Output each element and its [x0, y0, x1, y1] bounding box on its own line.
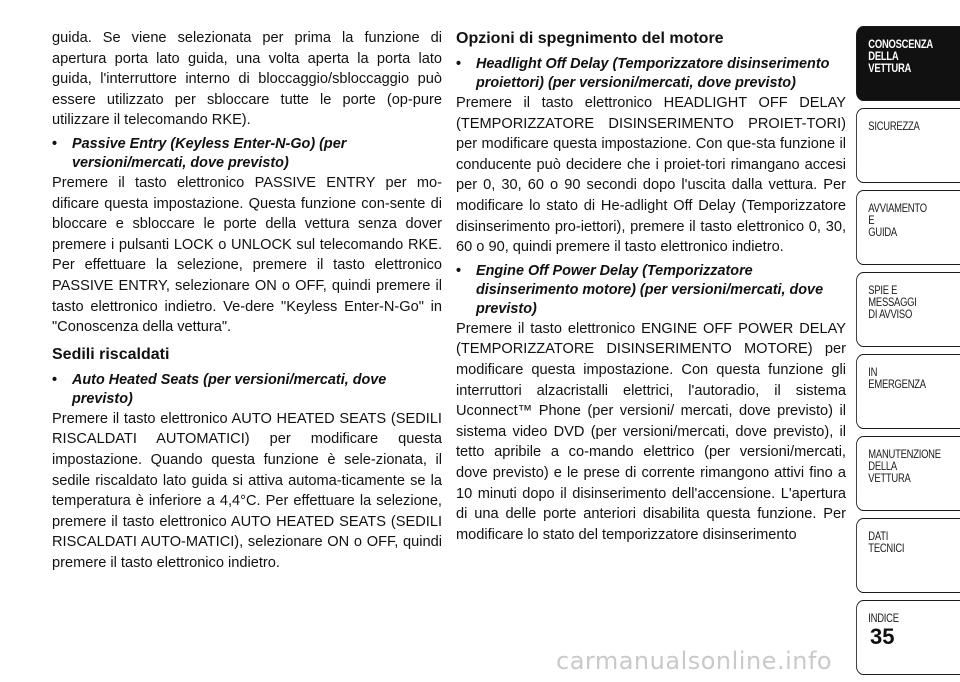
section-tabs — [856, 26, 960, 682]
tab-manutenzione-della-vettura[interactable] — [856, 436, 960, 511]
auto-heated-seats-text: Premere il tasto elettronico AUTO HEATED SEATS (SEDILI RISCALDATI AUTOMATICI) per modificare questa impostazione. Quando questa funzione è sele-zionata, il sedile riscaldato lato guida si attiva automa-ticamente se la temperatura è inferiore a 4,4°C. Per effettuare la selezione, premere il tasto elettronico AUTO HEATED SEATS (SEDILI RISCALDATI AUTO-MATICI), selezionare ON o OFF, quindi premere il tasto elettronico indietro. — [52, 410, 442, 571]
tab-label-line: GUIDA — [868, 227, 897, 239]
tab-label-line: VETTURA — [868, 63, 912, 75]
tab-spie-e-messaggi-di-avviso[interactable] — [856, 272, 960, 347]
bullet-icon: • — [456, 262, 462, 279]
tab-label-line: DI AVVISO — [868, 309, 913, 321]
page-number: 35 — [870, 624, 895, 649]
tab-label-line: IN — [868, 367, 878, 379]
intro-paragraph: guida. Se viene selezionata per prima la funzione di apertura porta lato guida, una volta aperta la porta lato guida, l'interruttore interno di bloccaggio/sbloccaggio può essere utilizzato per sbloccare tutte le porte (op-pure utilizzare il telecomando RKE). — [52, 30, 442, 129]
left-column — [52, 28, 442, 573]
heated-seats-title: Sedili riscaldati — [52, 345, 170, 363]
bullet-icon: • — [456, 56, 462, 72]
passive-entry-heading: • Passive Entry (Keyless Enter-N-Go) (per versioni/mercati, dove previsto) — [52, 135, 347, 171]
engine-off-options-title: Opzioni di spegnimento del motore — [456, 30, 724, 47]
tab-label-line: MESSAGGI — [868, 297, 917, 309]
tab-label-line: SPIE E — [868, 285, 898, 297]
auto-heated-seats-heading: • Auto Heated Seats (per versioni/mercati, dove previsto) — [52, 371, 387, 407]
tab-label-line: DELLA — [868, 51, 899, 63]
tab-label-line: VETTURA — [868, 473, 911, 485]
headlight-off-delay-text: Premere il tasto elettronico HEADLIGHT OFF DELAY (TEMPORIZZATORE DISINSERIMENTO PROIET-TORI) per modificare questa impostazione. Con que-sta funzione il conducente può decidere che i proiet-tori rimangano accesi per 0, 30, 60 o 90 secondi dopo l'uscita dalla vettura. Per modificare lo stato di He-adlight Off Delay (Temporizzatore disinserimento pro-iettori), premere il tasto elettronico 0, 30, 60 o 90, quindi premere il tasto elettronico indietro. — [456, 95, 846, 256]
headlight-off-delay-heading: • Headlight Off Delay (Temporizzatore disinserimento proiettori) (per versioni/mercati, dove previsto) — [456, 56, 830, 91]
tab-label-line: SICUREZZA — [868, 121, 920, 133]
tab-avviamento-e-guida[interactable] — [856, 190, 960, 265]
tab-label-line: CONOSCENZA — [868, 39, 933, 51]
tab-label-line: TECNICI — [868, 543, 905, 555]
tab-label-line: DATI — [868, 531, 889, 543]
tab-label-line: DELLA — [868, 461, 897, 473]
passive-entry-text: Premere il tasto elettronico PASSIVE ENTRY per mo-dificare questa impostazione. Questa funzione con-sente di bloccare e sbloccare le porte della vettura senza dover premere i pulsanti LOCK o UNLOCK sul telecomando RKE. Per effettuare la selezione, premere il tasto elettronico PASSIVE ENTRY, selezionare ON o OFF, quindi premere il tasto elettronico indietro. Ve-dere "Keyless Enter-N-Go" in "Conoscenza della vettura". — [52, 174, 442, 336]
engine-off-power-delay-text: Premere il tasto elettronico ENGINE OFF POWER DELAY (TEMPORIZZATORE DISINSERIMENTO MOTORE) per modificare questa impostazione. Con questa funzione gli interruttori alzacristalli elettrici, l'autoradio, il sistema Uconnect™ Phone (per versioni/ mercati, dove previsto) il sistema video DVD (per versioni/mercati, dove previsto), il tetto apribile a co-mando elettrico (per versioni/mercati, dove previsto) e le prese di corrente rimangono attivi fino a 10 minuti dopo il disinserimento dell'accensione. L'apertura di una delle porte anteriori disabilita questa funzione. Per modificare lo stato del temporizzatore disinserimento — [456, 320, 846, 543]
tab-label-line: E — [868, 215, 875, 227]
tab-label-line: AVVIAMENTO — [868, 203, 927, 215]
tab-dati-tecnici[interactable] — [856, 518, 960, 593]
tab-conoscenza-della-vettura[interactable] — [856, 26, 960, 101]
tab-sicurezza[interactable] — [856, 108, 960, 183]
watermark: carmanualsonline.info — [556, 647, 833, 675]
right-column — [456, 28, 846, 545]
engine-off-power-delay-heading: • Engine Off Power Delay (Temporizzatore disinserimento motore) (per versioni/mercati, dove previsto) — [456, 262, 824, 317]
tab-label-line: EMERGENZA — [868, 379, 926, 391]
bullet-icon: • — [52, 371, 58, 388]
bullet-icon: • — [52, 135, 58, 152]
tab-in-emergenza[interactable] — [856, 354, 960, 429]
tab-label-line: INDICE — [868, 613, 899, 625]
tab-label-line: MANUTENZIONE — [868, 449, 941, 461]
